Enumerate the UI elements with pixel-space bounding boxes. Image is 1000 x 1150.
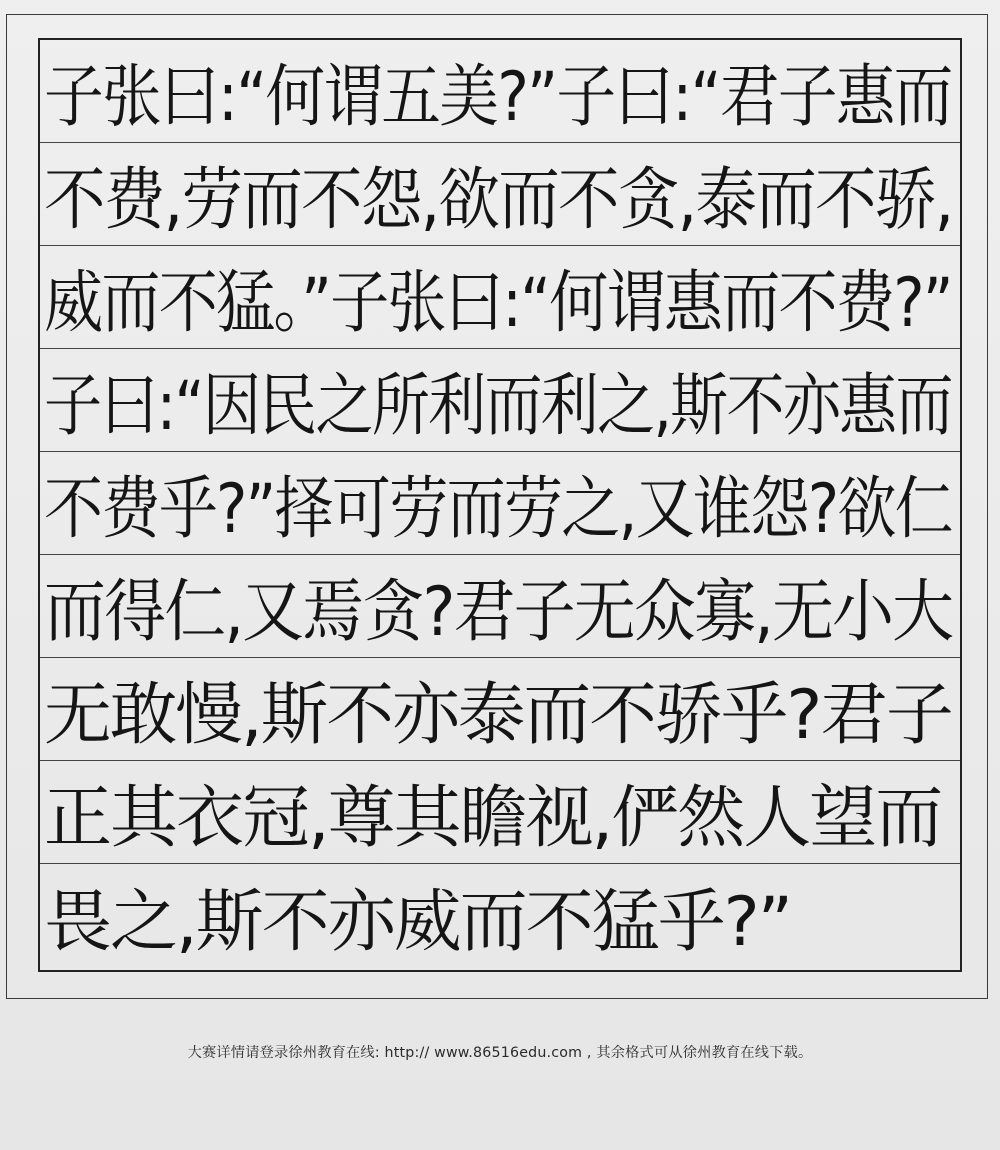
calligraphy-line-8: 正其衣冠,尊其瞻视,俨然人望而: [44, 779, 942, 858]
writing-row-1: [40, 40, 960, 143]
writing-row-4: [40, 349, 960, 452]
calligraphy-line-1: 子张曰:“何谓五美?”子曰:“君子惠而: [44, 58, 952, 137]
calligraphy-line-4: 子曰:“因民之所利而利之,斯不亦惠而: [44, 367, 952, 446]
calligraphy-line-6: 而得仁,又焉贪?君子无众寡,无小大: [44, 573, 953, 652]
calligraphy-line-2: 不费,劳而不怨,欲而不贪,泰而不骄,: [44, 161, 953, 240]
writing-row-3: [40, 246, 960, 349]
writing-row-2: [40, 143, 960, 246]
writing-row-5: [40, 452, 960, 555]
footer-note: 大赛详情请登录徐州教育在线: http:// www.86516edu.com , 其余格式可从徐州教育在线下载。: [187, 1045, 813, 1061]
writing-row-6: [40, 555, 960, 658]
calligraphy-line-5: 不费乎?”择可劳而劳之,又谁怨?欲仁: [44, 470, 953, 549]
calligraphy-line-9: 畏之,斯不亦威而不猛乎?”: [44, 883, 791, 962]
calligraphy-grid: [38, 38, 962, 972]
calligraphy-line-7: 无敢慢,斯不亦泰而不骄乎?君子: [44, 676, 952, 755]
writing-row-9: [40, 864, 960, 967]
calligraphy-line-3: 威而不猛。”子张曰:“何谓惠而不费?”: [44, 264, 952, 343]
writing-row-8: [40, 761, 960, 864]
writing-row-7: [40, 658, 960, 761]
